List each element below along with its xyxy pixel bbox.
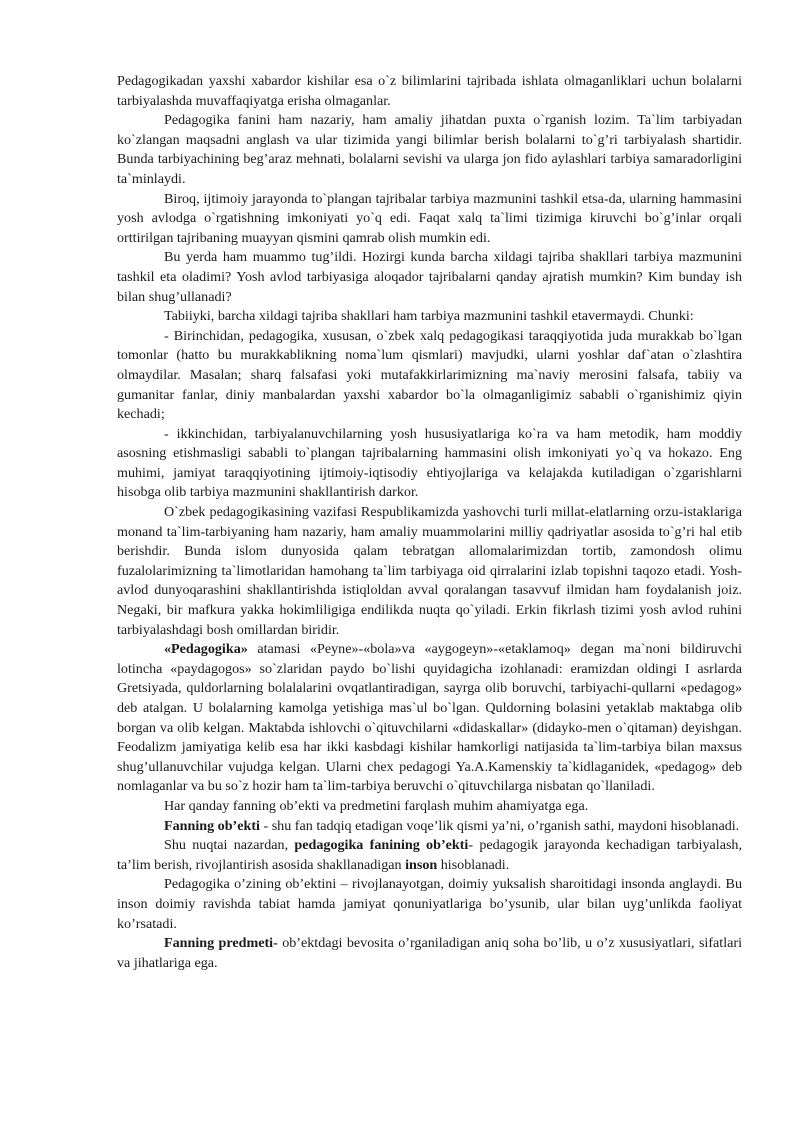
text-run: Bu yerda ham muammo tug’ildi. Hozirgi kunda barcha xildagi tajriba shakllari tarbiya mazmunini tashkil eta oladimi? Yosh avlod tarbiyasiga aloqador tajribalarni qanday ajratish mumkin? Kim bunday ish bilan shug’ullanadi? [117,249,742,305]
paragraph [117,307,742,327]
text-run: Pedagogika fanini ham nazariy, ham amaliy jihatdan puxta o`rganish lozim. Ta`lim tarbiyadan ko`zlangan maqsadni anglash va ular tizimida yangi bilimlar berish bolalarni to`g’ri tarbiyalash shartidir. Bunda tarbiyachining beg’araz mehnati, bolalarni sevishi va ularga jon fido aylashlari tarbiya samaradorligini ta`minlaydi. [117,112,742,187]
text-run: - shu fan tadqiq etadigan voqe’lik qismi ya’ni, o’rganish sathi, maydoni hisoblanadi. [259,817,740,834]
text-run: Biroq, ijtimoiy jarayonda to`plangan tajribalar tarbiya mazmunini tashkil etsa-da, ularning hammasini yosh avlodga o`rgatishning imkoniyati yo`q edi. Faqat xalq ta`limi tizimiga kiruvchi bo`g’inlar orqali orttirilgan tajribaning muayyan qismini qamrab olish mumkin edi. [117,190,742,246]
text-run: Pedagogikadan yaxshi xabardor kishilar esa o`z bilimlarini tajribada ishlata olmaganliklari uchun bolalarni tarbiyalashda muvaffaqiyatga erisha olmaganlar. [117,73,742,109]
bold-term: inson [405,856,438,873]
paragraph [117,248,742,307]
text-run: Har qanday fanning ob’ekti va predmetini farqlash muhim ahamiyatga ega. [164,797,589,814]
text-run: - Birinchidan, pedagogika, xususan, o`zbek xalq pedagogikasi taraqqiyotida juda murakkab bo`lgan tomonlar (hatto bu murakkablikning noma`lum qismlari) mavjudki, ularni yoshlar daf`atan o`zlashtira olmaydilar. Masalan; sharq falsafasi yoki mutafakkirlarimizning ma`naviy merosini falsafa, tabiiy va gumanitar fanlar, diniy manbalardan yaxshi xabardor bo`la olmaganligimiz sababli o`rganishimiz qiyin kechadi; [117,327,742,423]
paragraph [117,817,742,837]
paragraph [117,934,742,973]
text-run: ob’ektdagi bevosita o’rganiladigan aniq soha bo’lib, u o’z xususiyatlari, sifatlari va jihatlariga ega. [117,935,742,971]
text-run: atamasi «Peyne»-«bola»va «aygogeyn»-«etaklamoq» degan ma`noni bildiruvchi lotincha «paydagogos» so`zlaridan paydo bo`lishi quyidagicha izohlanadi: eramizdan oldingi I asrlarda Gretsiyada, quldorlarning bolalalarini ovqatlantiradigan, sayrga olib boruvchi, tarbiyachi-qullarni «pedagog» deb atalgan. U bolalarning kamolga yetishiga mas`ul bo`lgan. Quldorning bolasini yetaklab maktabga olib borgan va olib kelgan. Maktabda ishlovchi o`qituvchilarni «didaskallar» (didayko-men o`qitaman) deyishgan. Feodalizm jamiyatiga kelib esa har ikki kasbdagi kishilar hamkorligi natijasida ta`lim-tarbiya bilan maxsus shug’ullanuvchilar vujudga kelgan. Ularni chex pedagogi Ya.A.Kamenskiy ta`kidlaganidek, «pedagog» deb nomlaganlar va bu so`z hozir ham ta`lim-tarbiya beruvchi o`qituvchilarga nisbatan qo`llaniladi. [117,641,742,795]
text-run: Pedagogika o’zining ob’ektini – rivojlanayotgan, doimiy yuksalish sharoitidagi insonda anglaydi. Bu inson doimiy ravishda tabiat hamda jamiyat qonuniyatlariga bo’ysunib, ular bilan uyg’unlikda faoliyat ko’rsatadi. [117,876,742,932]
paragraph [117,797,742,817]
paragraph [117,836,742,875]
paragraph [117,327,742,425]
paragraph [117,640,742,797]
text-run: Tabiiyki, barcha xildagi tajriba shakllari ham tarbiya mazmunini tashkil etavermaydi. Chunki: [164,308,694,325]
paragraph [117,111,742,189]
text-run: - pedagogik jarayonda kechadigan tarbiyalash, ta’lim berish, rivojlantirish asosida shakllanadigan [117,837,742,873]
paragraph [117,503,742,640]
paragraph [117,72,742,111]
paragraph [117,190,742,249]
text-run: O`zbek pedagogikasining vazifasi Respublikamizda yashovchi turli millat-elatlarning orzu-istaklariga monand ta`lim-tarbiyaning ham nazariy, ham amaliy muammolarini milliy qadriyatlar asosida to`g’ri hal etib berishdir. Bunda islom dunyosida qalam tebratgan allomalarimizdan tortib, zamondosh olimu fuzalolarimizning ta`limotlaridan hamohang ta`lim tarbiyaga oid qirralarini izlab topishni taqozo etadi. Yosh-avlod dunyoqarashini shakllantirishda istiqloldan avval qoralangan tasavvuf ilmidan ham foydalanish joiz. Negaki, bir mafkura yakka hokimliligiga endilikda nuqta qo`yiladi. Erkin fikrlash tizimi yosh avlod ruhini tarbiyalashdagi bosh omillardan biridir. [117,504,742,638]
bold-term: Fanning ob’ekti [164,817,260,834]
bold-term: Fanning predmeti- [164,935,278,952]
paragraph [117,425,742,503]
text-run: Shu nuqtai nazardan, [164,837,295,854]
bold-term: pedagogika fanining ob’ekti [294,837,469,854]
text-run: - ikkinchidan, tarbiyalanuvchilarning yosh hususiyatlariga ko`ra va ham metodik, ham moddiy asosning etishmasligi sababli to`plangan tajribalarning hammasini olish imkoniyati yo`q va hokazo. Eng muhimi, jamiyat taraqqiyotining ijtimoiy-iqtisodiy ehtiyojlariga va kelajakda kutiladigan o`zgarishlarni hisobga olib tarbiya mazmunini shakllantirish darkor. [117,425,742,501]
text-run: hisoblanadi. [437,856,510,873]
bold-term: «Pedagogika» [164,641,248,658]
paragraph [117,875,742,934]
